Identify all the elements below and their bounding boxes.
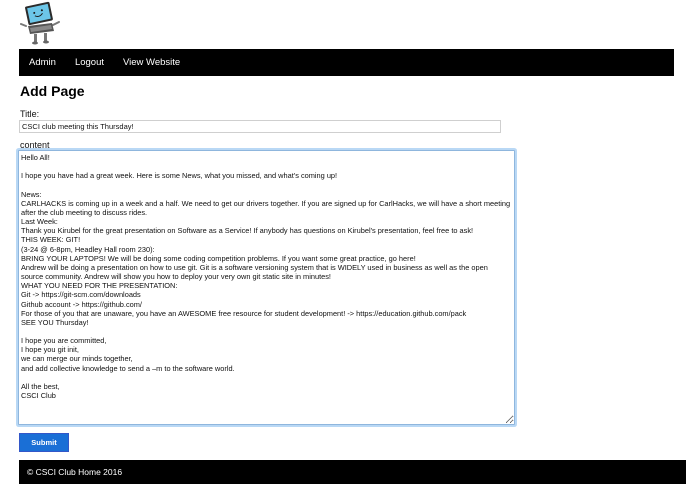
content-label: content (20, 140, 50, 150)
nav-item-admin[interactable]: Admin (29, 57, 56, 68)
nav-item-logout[interactable]: Logout (74, 57, 104, 68)
nav-item-view-website[interactable]: View Website (123, 57, 181, 68)
content-textarea[interactable] (18, 150, 515, 425)
laptop-mascot-icon (20, 0, 62, 46)
page-title: Add Page (20, 83, 85, 99)
footer (19, 460, 686, 484)
logo[interactable] (20, 0, 62, 46)
main-nav (19, 49, 674, 76)
submit-button[interactable]: Submit (19, 433, 69, 452)
title-label: Title: (20, 109, 40, 119)
title-input[interactable] (19, 120, 501, 133)
footer-copyright: © CSCI Club Home 2016 (27, 467, 123, 477)
